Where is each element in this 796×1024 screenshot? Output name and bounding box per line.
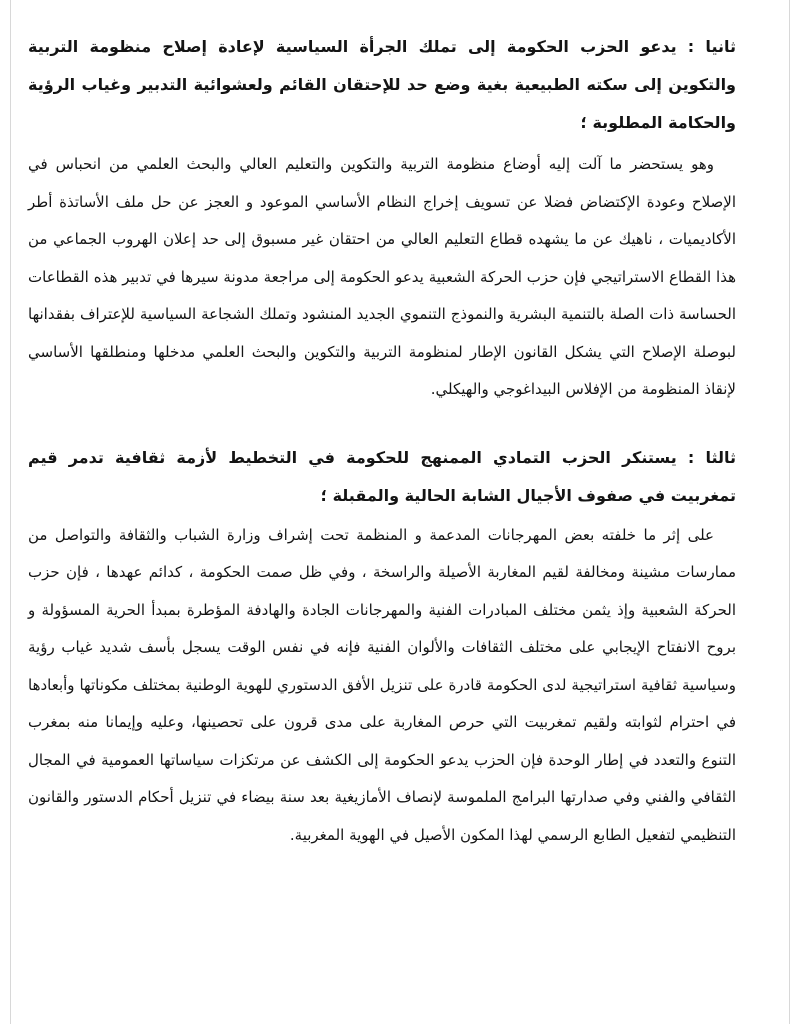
section-heading: ثالثا : يستنكر الحزب التمادي الممنهج للحكومة في التخطيط لأزمة ثقافية تدمر قيم تمغربيت في صفوف الأجيال الشابة الحالية والمقبلة ؛	[28, 447, 736, 505]
section-heading: ثانيا : يدعو الحزب الحكومة إلى تملك الجرأة السياسية لإعادة إصلاح منظومة التربية والتكوين إلى سكته الطبيعية بغية وضع حد للإحتقان القائم ولعشوائية التدبير وغياب الرؤية والحكامة المطلوبة ؛	[28, 37, 736, 132]
section-paragraph: على إثر ما خلفته بعض المهرجانات المدعمة و المنظمة تحت إشراف وزارة الشباب والثقافة والتواصل من ممارسات مشينة ومخالفة لقيم المغاربة الأصيلة والراسخة ، وفي ظل صمت الحكومة ، كدائم عهدها ، فإن حزب الحركة الشعبية وإذ يثمن مختلف المبادرات الفنية والمهرجانات الجادة والهادفة المؤطرة بمبدأ الحرية المسؤولة و بروح الانفتاح الإيجابي على مختلف الثقافات والألوان الفنية فإنه في نفس الوقت يسجل بأسف شديد غياب رؤية وسياسية ثقافية استراتيجية لدى الحكومة قادرة على تنزيل الأفق الدستوري للهوية الوطنية بمختلف مكوناتها وأبعادها في احترام لثوابته ولقيم تمغربيت التي حرص المغاربة على مدى قرون على تحصينها، وعليه وإيمانا منه بمغرب التنوع والتعدد في إطار الوحدة فإن الحزب يدعو الحكومة إلى الكشف عن مرتكزات سياساتها العمومية في المجال الثقافي والفني وفي صدارتها البرامج الملموسة لإنصاف الأمازيغية بعد سنة بيضاء في تنزيل أحكام الدستور والقانون التنظيمي لتفعيل الطابع الرسمي لهذا المكون الأصيل في الهوية المغربية.	[28, 525, 736, 844]
document-body	[28, 28, 736, 854]
section-third-point	[28, 439, 736, 855]
section-second-point	[28, 28, 736, 409]
page-edge-left	[10, 0, 11, 1024]
section-paragraph: وهو يستحضر ما آلت إليه أوضاع منظومة التربية والتكوين والتعليم العالي والبحث العلمي من انحباس في الإصلاح وعودة الإكتضاض فضلا عن تسويف إخراج النظام الأساسي الموعود و العجز عن حل ملف الأساتذة أطر الأكاديميات ، ناهيك عن ما يشهده قطاع التعليم العالي من احتقان غير مسبوق إلى حد إعلان الهروب الجماعي من هذا القطاع الاستراتيجي فإن حزب الحركة الشعبية يدعو الحكومة إلى مراجعة مدونة سيرها في تدبير هذه القطاعات الحساسة ذات الصلة بالتنمية البشرية والنموذج التنموي الجديد المنشود وتملك الشجاعة السياسية للإعتراف بفقدانها لبوصلة الإصلاح التي يشكل القانون الإطار لمنظومة التربية والتكوين والبحث العلمي مدخلها ومنطلقها الأساسي لإنقاذ المنظومة من الإفلاس البيداغوجي والهيكلي.	[28, 155, 736, 398]
section-spacer	[28, 409, 736, 439]
page-edge-right	[789, 0, 790, 1024]
